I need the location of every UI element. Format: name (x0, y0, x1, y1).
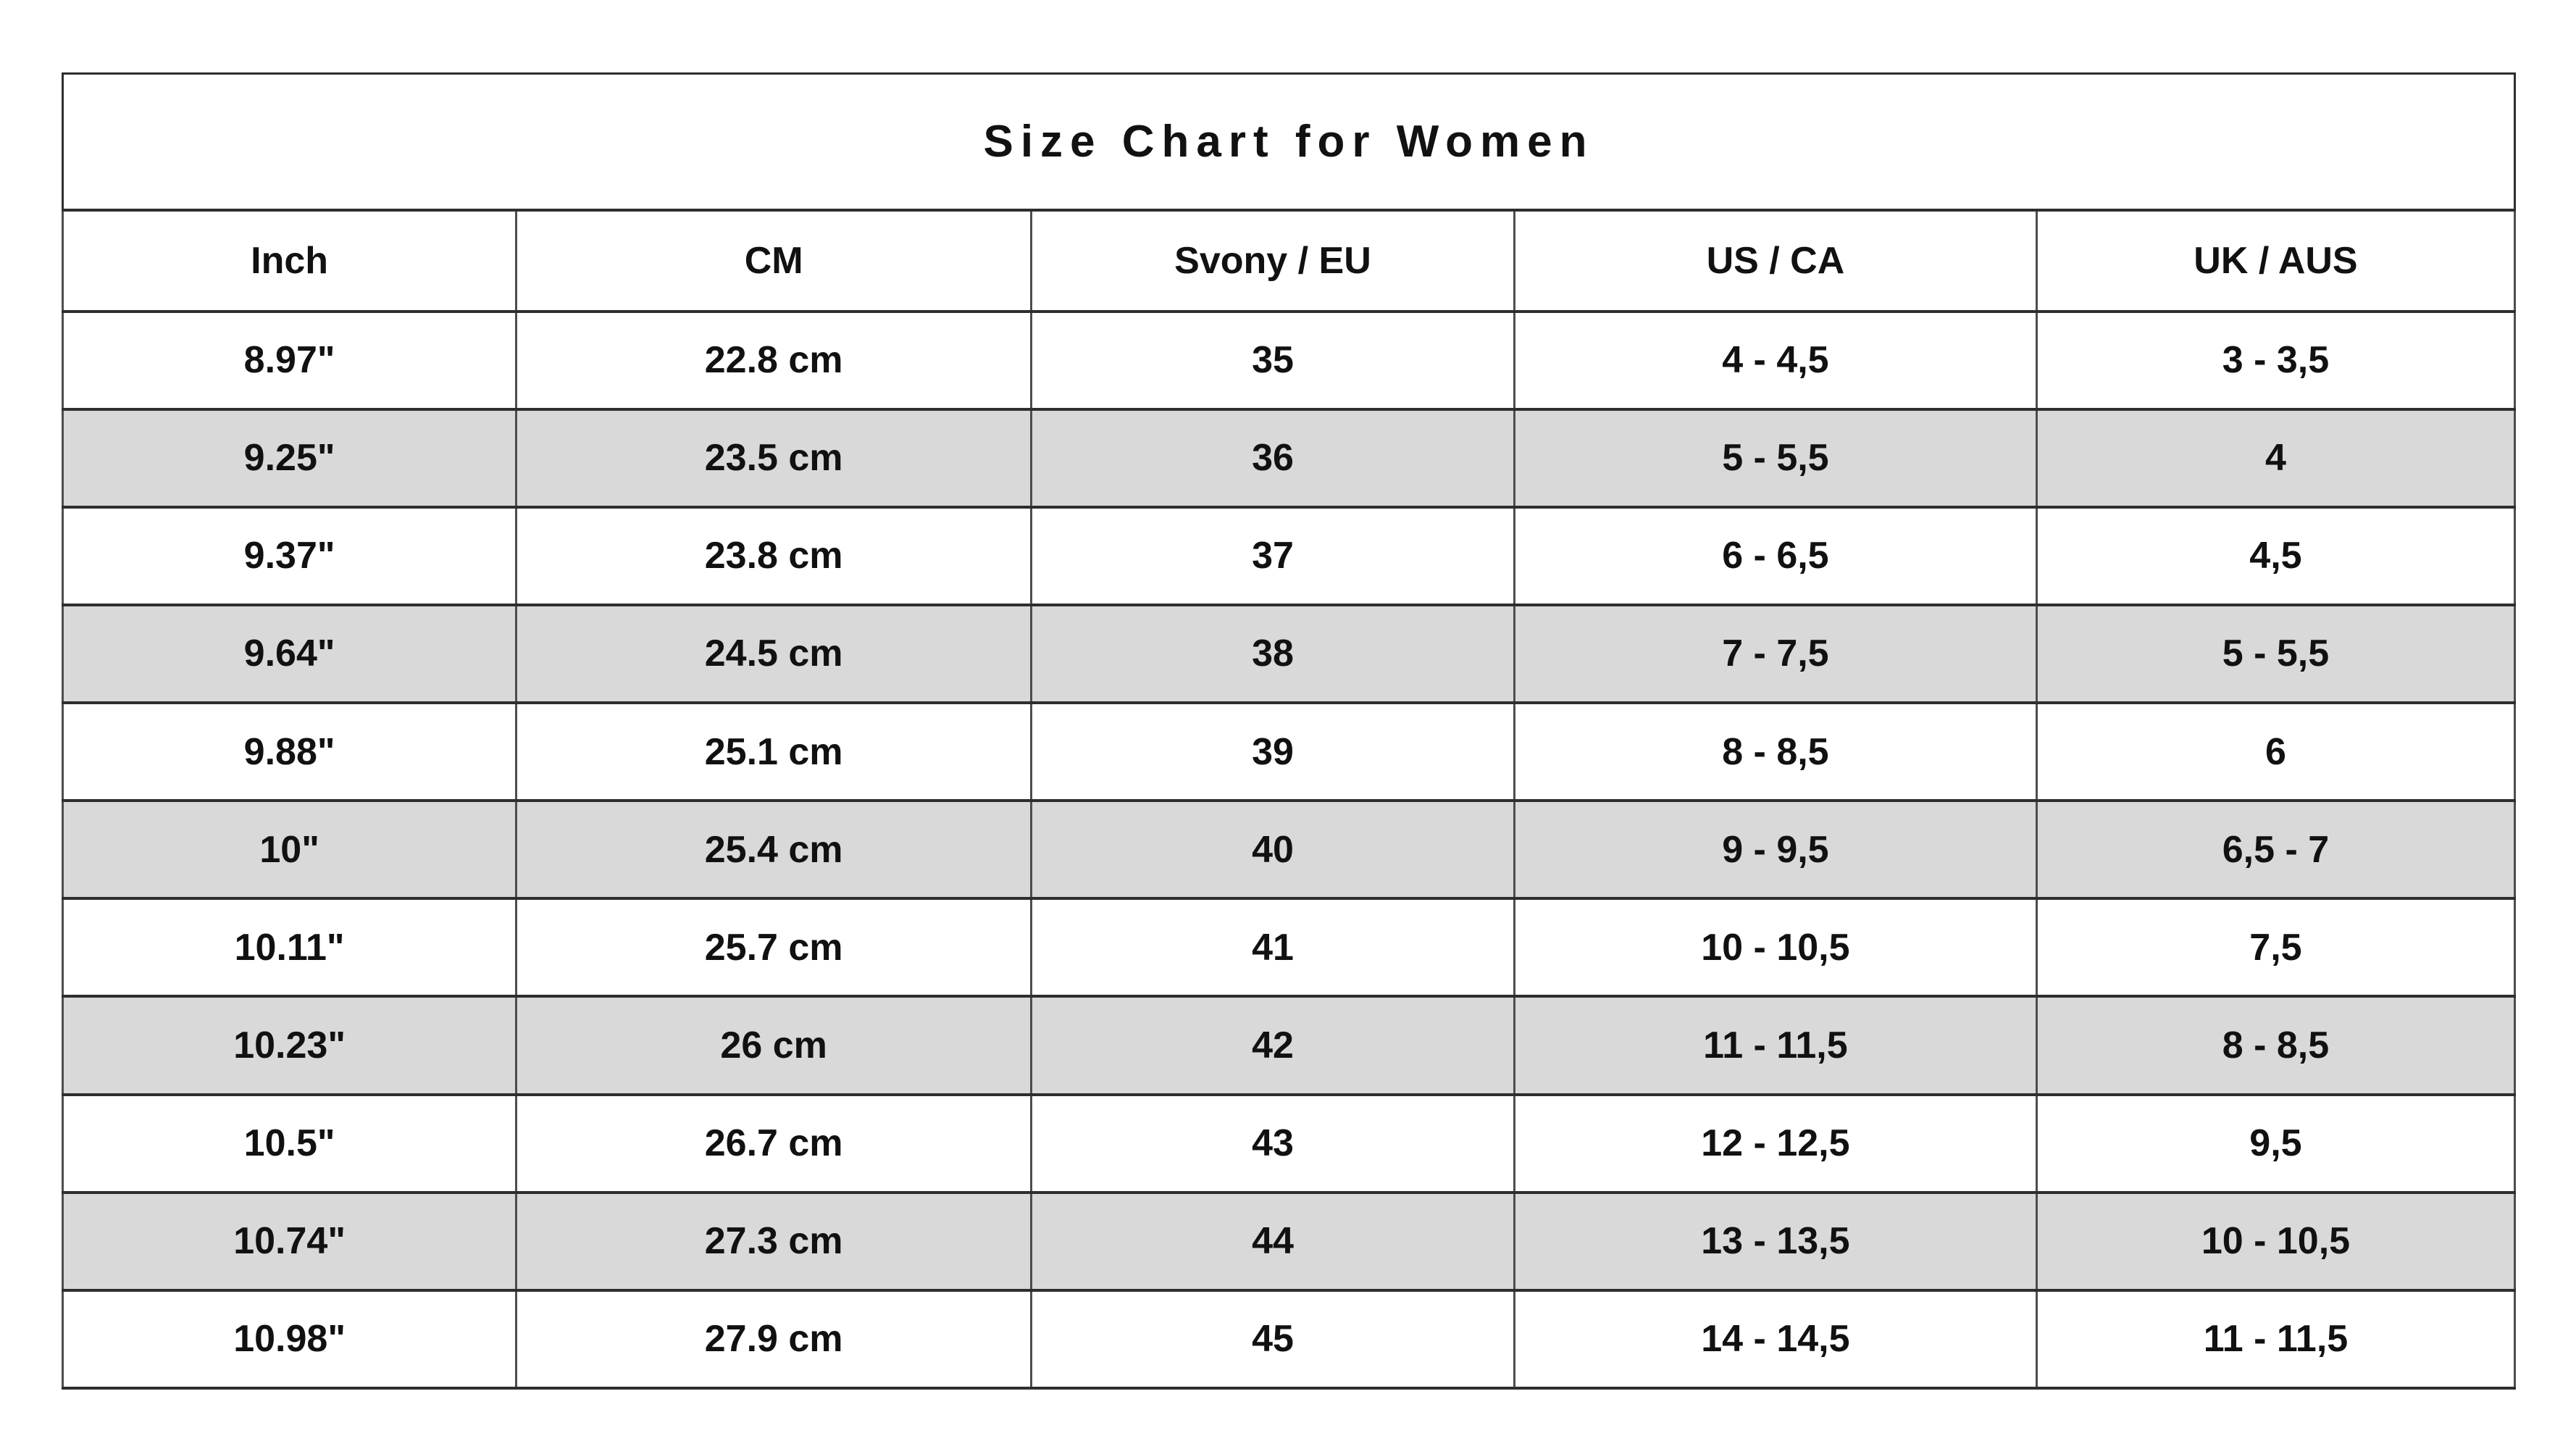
table-cell-uk-aus: 10 - 10,5 (2036, 1193, 2514, 1290)
table-cell-inch: 9.37" (63, 507, 517, 605)
table-cell-cm: 25.4 cm (517, 801, 1032, 898)
table-cell-us-ca: 9 - 9,5 (1514, 801, 2036, 898)
table-row (63, 312, 2515, 409)
table-cell-cm: 23.8 cm (517, 507, 1032, 605)
table-cell-eu: 39 (1032, 703, 1515, 801)
table-cell-cm: 24.5 cm (517, 605, 1032, 703)
table-cell-cm: 26.7 cm (517, 1095, 1032, 1193)
table-cell-inch: 9.88" (63, 703, 517, 801)
table-cell-us-ca: 13 - 13,5 (1514, 1193, 2036, 1290)
table-cell-uk-aus: 6,5 - 7 (2036, 801, 2514, 898)
table-cell-inch: 8.97" (63, 312, 517, 409)
table-title-row (63, 74, 2515, 210)
table-cell-cm: 26 cm (517, 996, 1032, 1094)
table-cell-uk-aus: 9,5 (2036, 1095, 2514, 1193)
table-cell-eu: 41 (1032, 898, 1515, 996)
table-cell-eu: 45 (1032, 1290, 1515, 1388)
table-cell-uk-aus: 6 (2036, 703, 2514, 801)
table-cell-eu: 43 (1032, 1095, 1515, 1193)
column-header-us-ca: US / CA (1514, 210, 2036, 312)
table-cell-inch: 10.11" (63, 898, 517, 996)
table-cell-us-ca: 4 - 4,5 (1514, 312, 2036, 409)
table-cell-eu: 36 (1032, 409, 1515, 507)
table-cell-us-ca: 14 - 14,5 (1514, 1290, 2036, 1388)
table-row (63, 1193, 2515, 1290)
table-cell-inch: 9.64" (63, 605, 517, 703)
table-cell-eu: 44 (1032, 1193, 1515, 1290)
table-row (63, 605, 2515, 703)
table-cell-cm: 22.8 cm (517, 312, 1032, 409)
table-row (63, 703, 2515, 801)
table-cell-uk-aus: 4,5 (2036, 507, 2514, 605)
table-cell-us-ca: 11 - 11,5 (1514, 996, 2036, 1094)
column-header-cm: CM (517, 210, 1032, 312)
table-cell-inch: 10.5" (63, 1095, 517, 1193)
size-chart-table (62, 72, 2516, 1390)
table-cell-us-ca: 8 - 8,5 (1514, 703, 2036, 801)
table-cell-us-ca: 10 - 10,5 (1514, 898, 2036, 996)
table-row (63, 1095, 2515, 1193)
column-header-uk-aus: UK / AUS (2036, 210, 2514, 312)
table-cell-uk-aus: 7,5 (2036, 898, 2514, 996)
column-header-eu: Svony / EU (1032, 210, 1515, 312)
table-row (63, 1290, 2515, 1388)
table-row (63, 801, 2515, 898)
table-cell-uk-aus: 11 - 11,5 (2036, 1290, 2514, 1388)
table-title: Size Chart for Women (63, 74, 2515, 210)
table-cell-eu: 40 (1032, 801, 1515, 898)
table-cell-us-ca: 6 - 6,5 (1514, 507, 2036, 605)
table-cell-inch: 10.23" (63, 996, 517, 1094)
table-cell-uk-aus: 5 - 5,5 (2036, 605, 2514, 703)
table-cell-cm: 27.9 cm (517, 1290, 1032, 1388)
table-cell-inch: 9.25" (63, 409, 517, 507)
table-header-row (63, 210, 2515, 312)
table-cell-uk-aus: 4 (2036, 409, 2514, 507)
table-cell-cm: 23.5 cm (517, 409, 1032, 507)
table-cell-cm: 27.3 cm (517, 1193, 1032, 1290)
table-cell-eu: 42 (1032, 996, 1515, 1094)
table-cell-uk-aus: 3 - 3,5 (2036, 312, 2514, 409)
table-cell-eu: 35 (1032, 312, 1515, 409)
table-cell-inch: 10" (63, 801, 517, 898)
table-row (63, 996, 2515, 1094)
table-cell-inch: 10.74" (63, 1193, 517, 1290)
table-cell-cm: 25.7 cm (517, 898, 1032, 996)
table-cell-us-ca: 5 - 5,5 (1514, 409, 2036, 507)
table-row (63, 507, 2515, 605)
column-header-inch: Inch (63, 210, 517, 312)
table-cell-eu: 38 (1032, 605, 1515, 703)
table-cell-eu: 37 (1032, 507, 1515, 605)
table-cell-uk-aus: 8 - 8,5 (2036, 996, 2514, 1094)
table-row (63, 898, 2515, 996)
table-cell-us-ca: 12 - 12,5 (1514, 1095, 2036, 1193)
table-row (63, 409, 2515, 507)
table-cell-inch: 10.98" (63, 1290, 517, 1388)
table-cell-cm: 25.1 cm (517, 703, 1032, 801)
table-cell-us-ca: 7 - 7,5 (1514, 605, 2036, 703)
